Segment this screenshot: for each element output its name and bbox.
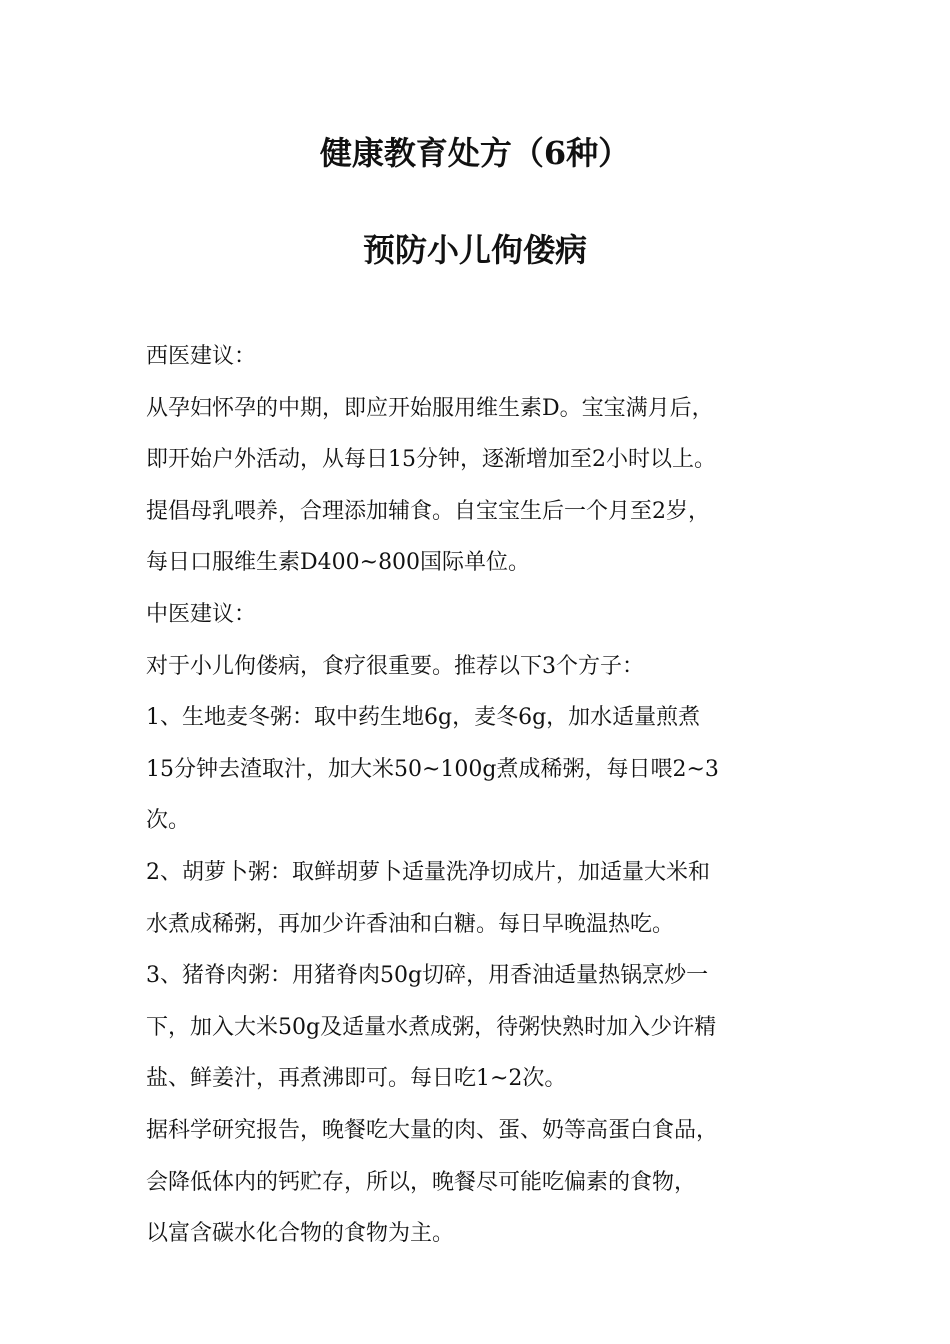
note-line: 据科学研究报告，晚餐吃大量的肉、蛋、奶等高蛋白食品，	[146, 1117, 719, 1143]
body-line: 即开始户外活动，从每日15分钟，逐渐增加至2小时以上。	[146, 447, 716, 473]
recipe-1-line: 1、生地麦冬粥：取中药生地6g，麦冬6g，加水适量煎煮	[146, 705, 701, 731]
section-heading-western: 西医建议：	[146, 344, 257, 369]
section-heading-chinese: 中医建议：	[146, 601, 257, 627]
note-line: 以富含碳水化合物的食物为主。	[146, 1221, 455, 1247]
document-title: 健康教育处方（6种）	[319, 134, 631, 172]
document-subtitle: 预防小儿佝偻病	[362, 231, 587, 269]
body-line: 提倡母乳喂养，合理添加辅食。自宝宝生后一个月至2岁，	[146, 498, 710, 524]
body-line: 对于小儿佝偻病，食疗很重要。推荐以下3个方子：	[146, 653, 644, 679]
document-body	[146, 331, 826, 1260]
recipe-3-line: 3、猪脊肉粥：用猪脊肉50g切碎，用香油适量热锅烹炒一	[146, 963, 709, 989]
recipe-2-line: 2、胡萝卜粥：取鲜胡萝卜适量洗净切成片，加适量大米和	[146, 859, 710, 885]
recipe-2-line: 水煮成稀粥，再加少许香油和白糖。每日早晚温热吃。	[146, 911, 675, 937]
recipe-1-line: 15分钟去渣取汁，加大米50~100g煮成稀粥，每日喂2~3	[146, 756, 719, 782]
note-line: 会降低体内的钙贮存，所以，晚餐尽可能吃偏素的食物，	[146, 1169, 697, 1195]
body-line: 从孕妇怀孕的中期，即应开始服用维生素D。宝宝满月后，	[146, 395, 714, 421]
body-line: 每日口服维生素D400~800国际单位。	[146, 550, 531, 576]
recipe-3-line: 下，加入大米50g及适量水煮成粥，待粥快熟时加入少许精	[146, 1014, 717, 1040]
recipe-1-line: 次。	[146, 808, 191, 834]
recipe-3-line: 盐、鲜姜汁，再煮沸即可。每日吃1~2次。	[146, 1066, 567, 1092]
